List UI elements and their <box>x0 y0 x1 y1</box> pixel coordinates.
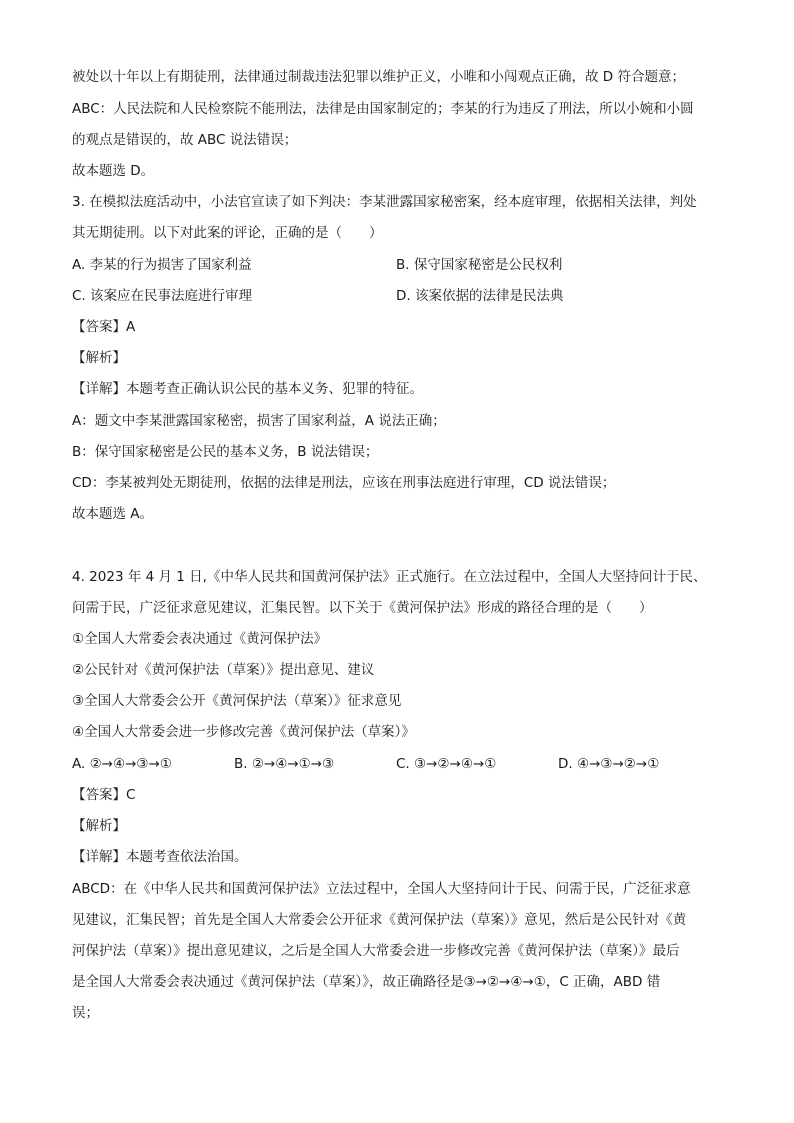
detail-text: 【详解】本题考查正确认识公民的基本义务、犯罪的特征。 <box>72 381 423 397</box>
question-4-stem: 问需于民，广泛征求意见建议，汇集民智。以下关于《黄河保护法》形成的路径合理的是（ ） <box>72 600 653 616</box>
question-4-option-d: D. ④→③→②→① <box>558 756 660 772</box>
question-3-stem: 其无期徒刑。以下对此案的评论，正确的是（ ） <box>72 225 383 241</box>
question-4-stem: 4. 2023 年 4 月 1 日,《中华人民共和国黄河保护法》正式施行。在立法过程中，全国人大坚持问计于民、 <box>72 569 707 585</box>
statement-1: ①全国人大常委会表决通过《黄河保护法》 <box>72 631 328 647</box>
statement-3: ③全国人大常委会公开《黄河保护法（草案）》征求意见 <box>72 693 402 709</box>
text-line: 被处以十年以上有期徒刑，法律通过制裁违法犯罪以维护正义，小唯和小闯观点正确，故 D 符合题意； <box>72 69 685 85</box>
question-4-option-a: A. ②→④→③→① <box>72 756 172 772</box>
explanation-line: CD：李某被判处无期徒刑，依据的法律是刑法，应该在刑事法庭进行审理，CD 说法错误； <box>72 475 616 491</box>
conclusion-line: 故本题选 A。 <box>72 506 154 522</box>
answer-label: 【答案】C <box>72 787 136 803</box>
question-3-option-a: A. 李某的行为损害了国家利益 <box>72 257 252 273</box>
text-line: 的观点是错误的，故 ABC 说法错误； <box>72 132 298 148</box>
explanation-line: 是全国人大常委会表决通过《黄河保护法（草案）》，故正确路径是③→②→④→①，C 正确，ABD 错 <box>72 974 661 990</box>
question-3-option-c: C. 该案应在民事法庭进行审理 <box>72 288 253 304</box>
analysis-label: 【解析】 <box>72 350 126 366</box>
question-3-stem: 3. 在模拟法庭活动中，小法官宣读了如下判决：李某泄露国家秘密案，经本庭审理，依据相关法律，判处 <box>72 194 697 210</box>
text-line: 故本题选 D。 <box>72 163 155 179</box>
explanation-line: 河保护法（草案）》提出意见建议，之后是全国人大常委会进一步修改完善《黄河保护法（草案）》最后 <box>72 943 680 959</box>
explanation-line: ABCD：在《中华人民共和国黄河保护法》立法过程中，全国人大坚持问计于民、问需于民，广泛征求意 <box>72 881 691 897</box>
statement-4: ④全国人大常委会进一步修改完善《黄河保护法（草案）》 <box>72 724 415 740</box>
text-line: ABC：人民法院和人民检察院不能刑法，法律是由国家制定的；李某的行为违反了刑法，所以小婉和小圆 <box>72 101 694 117</box>
analysis-label: 【解析】 <box>72 818 126 834</box>
explanation-line: 误； <box>72 1005 99 1021</box>
statement-2: ②公民针对《黄河保护法（草案）》提出意见、建议 <box>72 662 375 678</box>
question-3-option-d: D. 该案依据的法律是民法典 <box>396 288 564 304</box>
detail-text: 【详解】本题考查依法治国。 <box>72 849 248 865</box>
explanation-line: A：题文中李某泄露国家秘密，损害了国家利益，A 说法正确； <box>72 413 446 429</box>
question-4-option-c: C. ③→②→④→① <box>396 756 497 772</box>
answer-label: 【答案】A <box>72 319 136 335</box>
explanation-line: 见建议，汇集民智；首先是全国人大常委会公开征求《黄河保护法（草案）》意见，然后是公民针对《黄 <box>72 912 687 928</box>
question-4-option-b: B. ②→④→①→③ <box>234 756 335 772</box>
explanation-line: B：保守国家秘密是公民的基本义务，B 说法错误； <box>72 444 379 460</box>
question-3-option-b: B. 保守国家秘密是公民权利 <box>396 257 563 273</box>
